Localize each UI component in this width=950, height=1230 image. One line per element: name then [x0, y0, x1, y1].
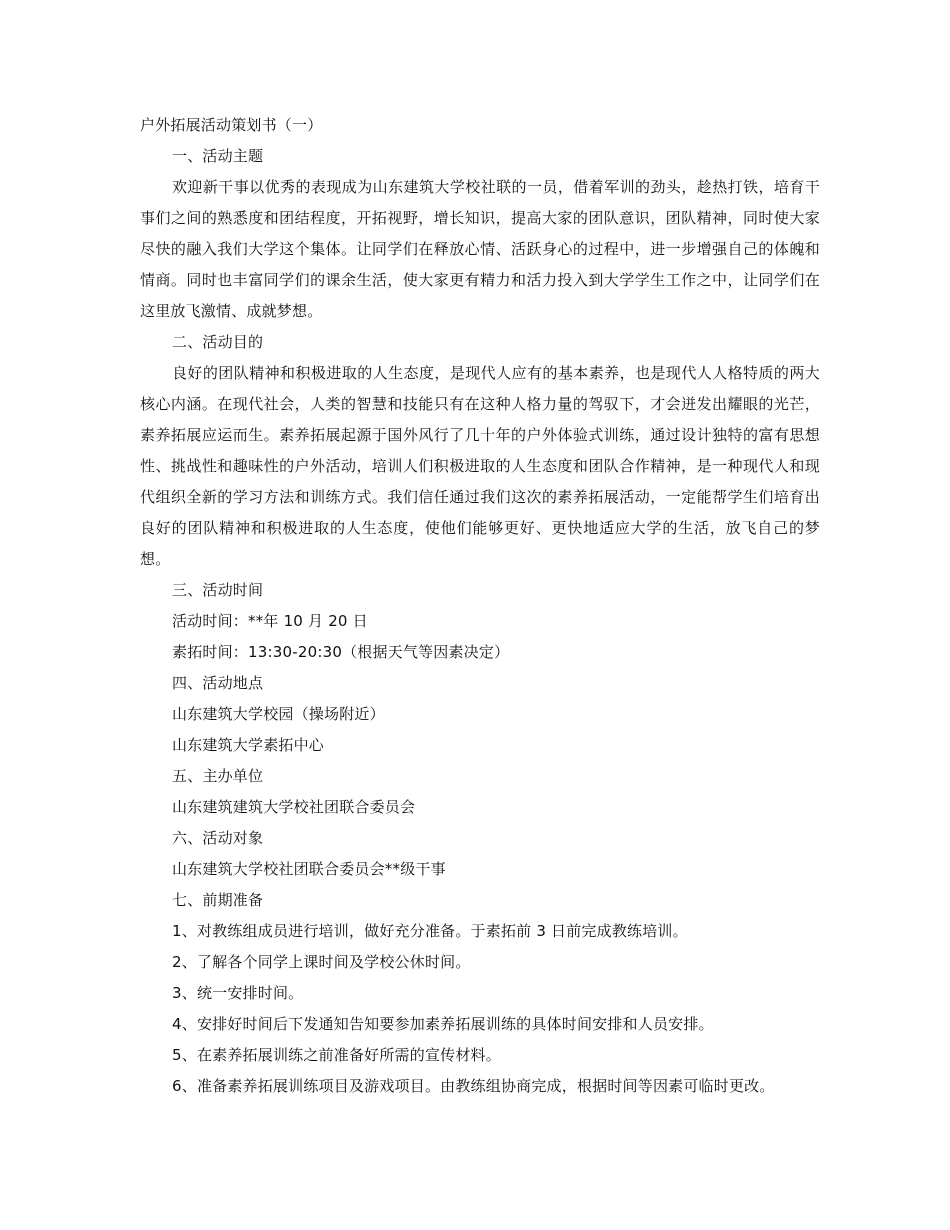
location-line-center: 山东建筑大学素拓中心 [172, 736, 325, 754]
prep-item: 6、准备素养拓展训练项目及游戏项目。由教练组协商完成，根据时间等因素可临时更改。 [172, 1077, 775, 1095]
prep-item: 4、安排好时间后下发通知告知要参加素养拓展训练的具体时间安排和人员安排。 [172, 1015, 714, 1033]
prep-item: 5、在素养拓展训练之前准备好所需的宣传材料。 [172, 1046, 501, 1064]
section-heading-target: 六、活动对象 [172, 829, 264, 847]
section-heading-time: 三、活动时间 [172, 581, 264, 599]
section-heading-organizer: 五、主办单位 [172, 767, 264, 785]
section-body-theme: 欢迎新干事以优秀的表现成为山东建筑大学校社联的一员，借着军训的劲头，趁热打铁，培育干事们之间的熟悉度和团结程度，开拓视野，增长知识，提高大家的团队意识，团队精神，同时使大家尽快的融入我们大学这个集体。让同学们在释放心情、活跃身心的过程中，进一步增强自己的体魄和情商。同时也丰富同学们的课余生活，使大家更有精力和活力投入到大学学生工作之中，让同学们在这里放飞激情、成就梦想。 [140, 178, 820, 320]
activity-time-line: 活动时间：**年 10 月 20 日 [172, 612, 368, 630]
section-heading-prep: 七、前期准备 [172, 891, 264, 909]
section-heading-theme: 一、活动主题 [172, 147, 264, 165]
target-line: 山东建筑大学校社团联合委员会**级干事 [172, 860, 446, 878]
organizer-line: 山东建筑建筑大学校社团联合委员会 [172, 798, 416, 816]
prep-item: 1、对教练组成员进行培训，做好充分准备。于素拓前 3 日前完成教练培训。 [172, 922, 688, 940]
document-title: 户外拓展活动策划书（一） [140, 116, 323, 134]
prep-item: 2、了解各个同学上课时间及学校公休时间。 [172, 953, 471, 971]
section-heading-location: 四、活动地点 [172, 674, 264, 692]
section-body-purpose: 良好的团队精神和积极进取的人生态度，是现代人应有的基本素养，也是现代人人格特质的两大核心内涵。在现代社会，人类的智慧和技能只有在这种人格力量的驾驭下，才会迸发出耀眼的光芒，素养拓展应运而生。素养拓展起源于国外风行了几十年的户外体验式训练，通过设计独特的富有思想性、挑战性和趣味性的户外活动，培训人们积极进取的人生态度和团队合作精神，是一种现代人和现代组织全新的学习方法和训练方式。我们信任通过我们这次的素养拓展活动，一定能帮学生们培育出良好的团队精神和积极进取的人生态度，使他们能够更好、更快地适应大学的生活，放飞自己的梦想。 [140, 364, 820, 568]
document-body [140, 110, 820, 1102]
prep-item: 3、统一安排时间。 [172, 984, 304, 1002]
training-time-line: 素拓时间：13:30-20:30（根据天气等因素决定） [172, 643, 510, 661]
location-line-campus: 山东建筑大学校园（操场附近） [172, 705, 385, 723]
section-heading-purpose: 二、活动目的 [172, 333, 264, 351]
